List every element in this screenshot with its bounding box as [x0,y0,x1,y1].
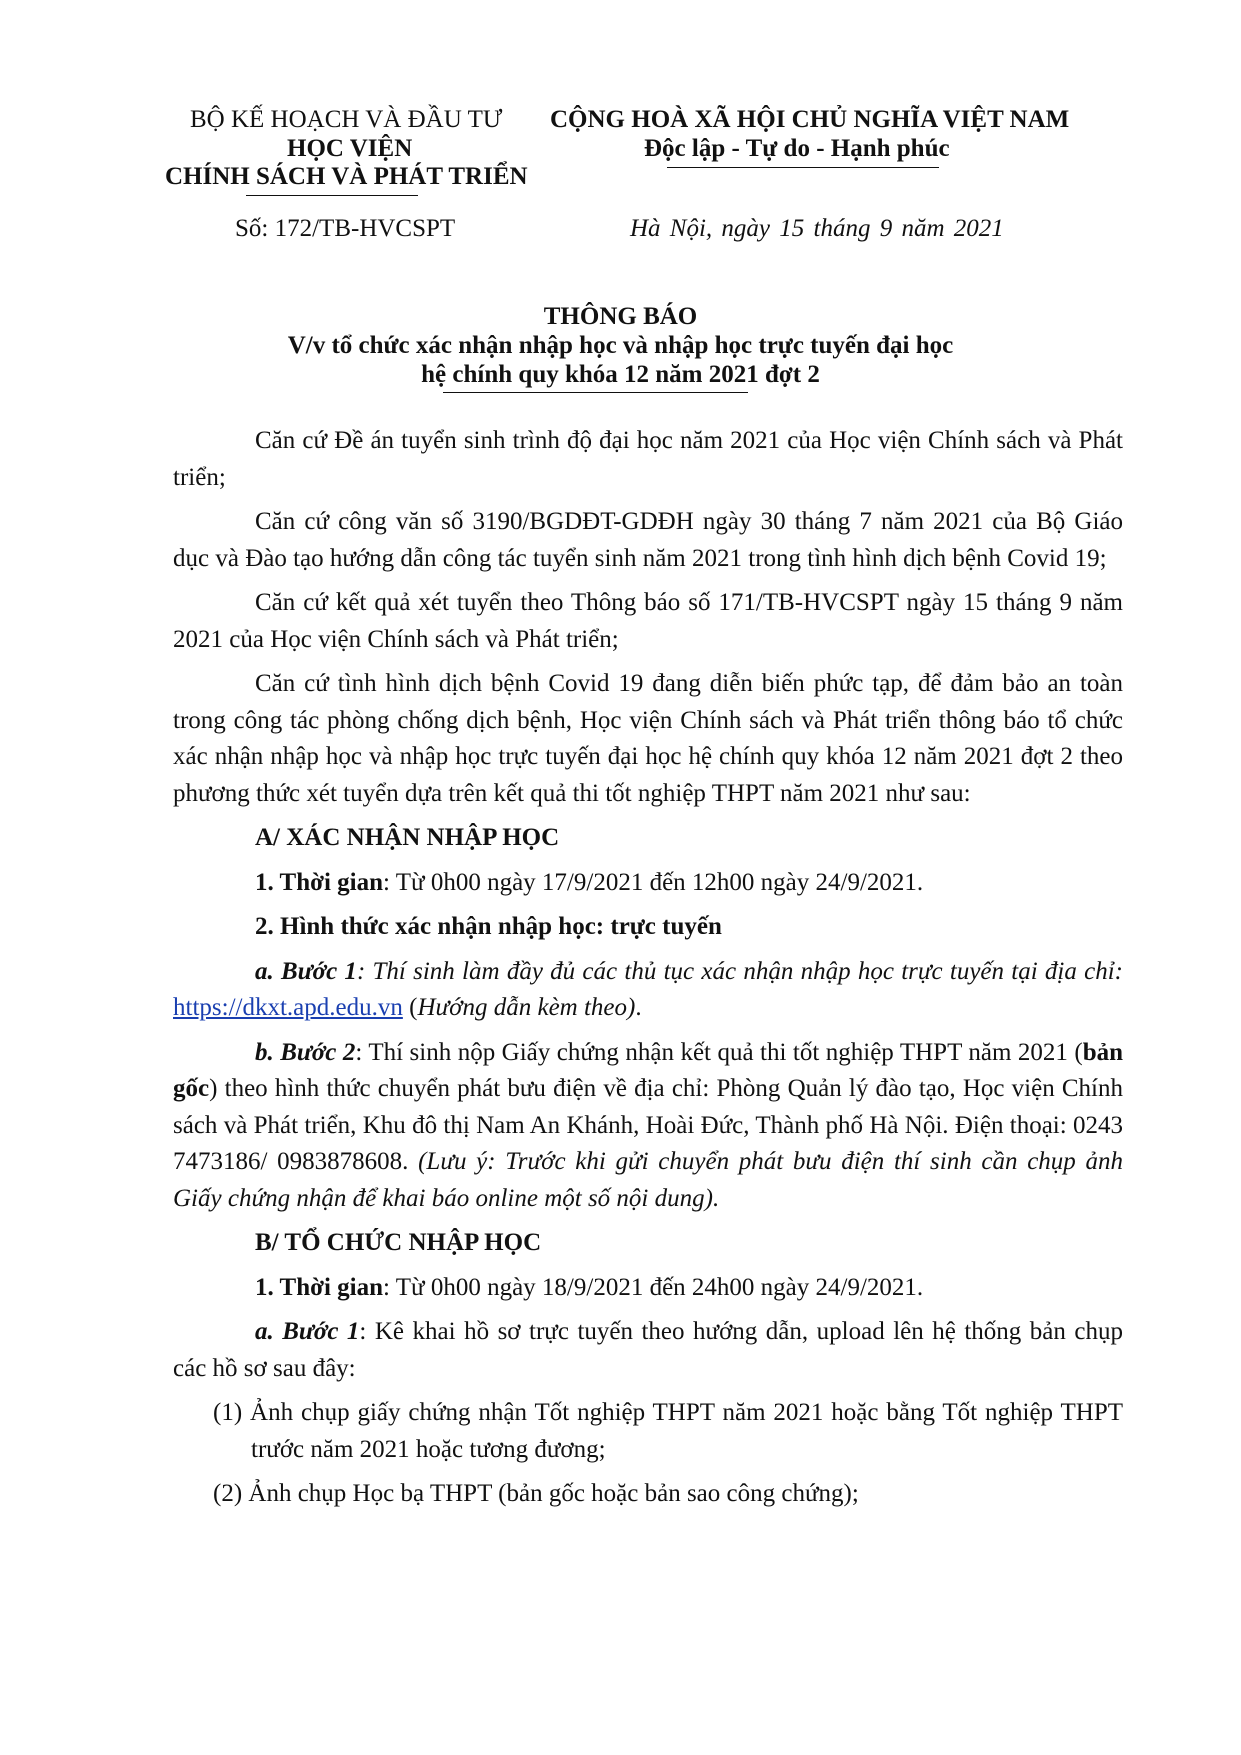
step-a2-label: b. Bước 2 [255,1038,356,1066]
section-b-time-text: : Từ 0h00 ngày 18/9/2021 đến 24h00 ngày 24/9/2021. [383,1273,924,1301]
section-b-heading: B/ TỔ CHỨC NHẬP HỌC [255,1229,542,1256]
document-list-item-1: (1) Ảnh chụp giấy chứng nhận Tốt nghiệp THPT năm 2021 hoặc bằng Tốt nghiệp THPT trước năm 2021 hoặc tương đương; [213,1399,1123,1463]
org-name-line1: HỌC VIỆN [287,135,413,162]
notice-subject-line1: V/v tổ chức xác nhận nhập học và nhập học trực tuyến đại học [287,332,954,359]
country-name: CỘNG HOÀ XÃ HỘI CHỦ NGHĨA VIỆT NAM [550,106,1070,133]
issue-date: Hà Nội, ngày 15 tháng 9 năm 2021 [630,215,1004,242]
step-a1-label: a. Bước 1 [255,957,357,985]
document-number: Số: 172/TB-HVCSPT [235,215,456,242]
national-motto: Độc lập - Tự do - Hạnh phúc [644,135,950,162]
motto-underline [667,167,939,168]
step-a1-note-open: ( [402,994,418,1021]
step-b1-label: a. Bước 1 [255,1318,360,1345]
org-name-line2: CHÍNH SÁCH VÀ PHÁT TRIỂN [165,163,528,190]
ministry-name: BỘ KẾ HOẠCH VÀ ĐẦU TƯ [190,106,503,133]
step-a1-end: . [635,994,642,1021]
section-a-method-heading: 2. Hình thức xác nhận nhập học: trực tuyến [255,913,722,940]
section-b-time-label: 1. Thời gian [255,1273,384,1301]
section-a-time-text: : Từ 0h00 ngày 17/9/2021 đến 12h00 ngày 24/9/2021. [383,868,924,896]
org-underline [246,195,418,196]
legal-basis-3: Căn cứ kết quả xét tuyển theo Thông báo số 171/TB-HVCSPT ngày 15 tháng 9 năm 2021 của Học viện Chính sách và Phát triển; [173,589,1123,653]
document-body [173,423,1123,1521]
legal-basis-2: Căn cứ công văn số 3190/BGDĐT-GDĐH ngày 30 tháng 7 năm 2021 của Bộ Giáo dục và Đào tạo hướng dẫn công tác tuyển sinh năm 2021 trong tình hình dịch bệnh Covid 19; [173,508,1123,572]
section-b-time [173,1270,1123,1307]
admission-portal-link[interactable]: https://dkxt.apd.edu.vn [173,994,403,1021]
section-a-step1 [173,954,1123,1027]
section-a-heading: A/ XÁC NHẬN NHẬP HỌC [255,824,560,851]
notice-title: THÔNG BÁO [543,303,698,330]
title-underline [443,392,748,393]
step-a2-original: bản gốc [173,1038,1123,1102]
step-a1-note: Hướng dẫn kèm theo) [417,994,636,1021]
notice-subject-line2: hệ chính quy khóa 12 năm 2021 đợt 2 [421,361,820,388]
legal-basis-1: Căn cứ Đề án tuyển sinh trình độ đại học năm 2021 của Học viện Chính sách và Phát triển; [173,427,1123,491]
step-a2-text2: ) theo hình thức chuyển phát bưu điện về địa chỉ: Phòng Quản lý đào tạo, Học viện Chính sách và Phát triển, Khu đô thị Nam An Khánh, Hoài Đức, Thành phố Hà Nội. Điện thoại: 0243 7473186/ 0983878608. [173,1075,1123,1175]
document-list-item-2: (2) Ảnh chụp Học bạ THPT (bản gốc hoặc bản sao công chứng); [213,1480,859,1507]
step-b1-text: : Kê khai hồ sơ trực tuyến theo hướng dẫn, upload lên hệ thống bản chụp các hồ sơ sau đây: [173,1318,1123,1382]
section-b-step1 [173,1314,1123,1387]
section-a-step2 [173,1035,1123,1218]
legal-basis-4: Căn cứ tình hình dịch bệnh Covid 19 đang diễn biến phức tạp, để đảm bảo an toàn trong công tác phòng chống dịch bệnh, Học viện Chính sách và Phát triển thông báo tổ chức xác nhận nhập học và nhập học trực tuyến đại học hệ chính quy khóa 12 năm 2021 đợt 2 theo phương thức xét tuyển dựa trên kết quả thi tốt nghiệp THPT năm 2021 như sau: [173,670,1123,807]
section-a-time-label: 1. Thời gian [255,868,384,896]
step-a2-text1: : Thí sinh nộp Giấy chứng nhận kết quả thi tốt nghiệp THPT năm 2021 ( [355,1038,1083,1066]
step-a2-note: (Lưu ý: Trước khi gửi chuyển phát bưu điện thí sinh cần chụp ảnh Giấy chứng nhận để khai báo online một số nội dung). [173,1148,1124,1212]
section-a-time [173,865,1123,902]
step-a1-text: : Thí sinh làm đầy đủ các thủ tục xác nhận nhập học trực tuyến tại địa chỉ: [356,957,1123,985]
